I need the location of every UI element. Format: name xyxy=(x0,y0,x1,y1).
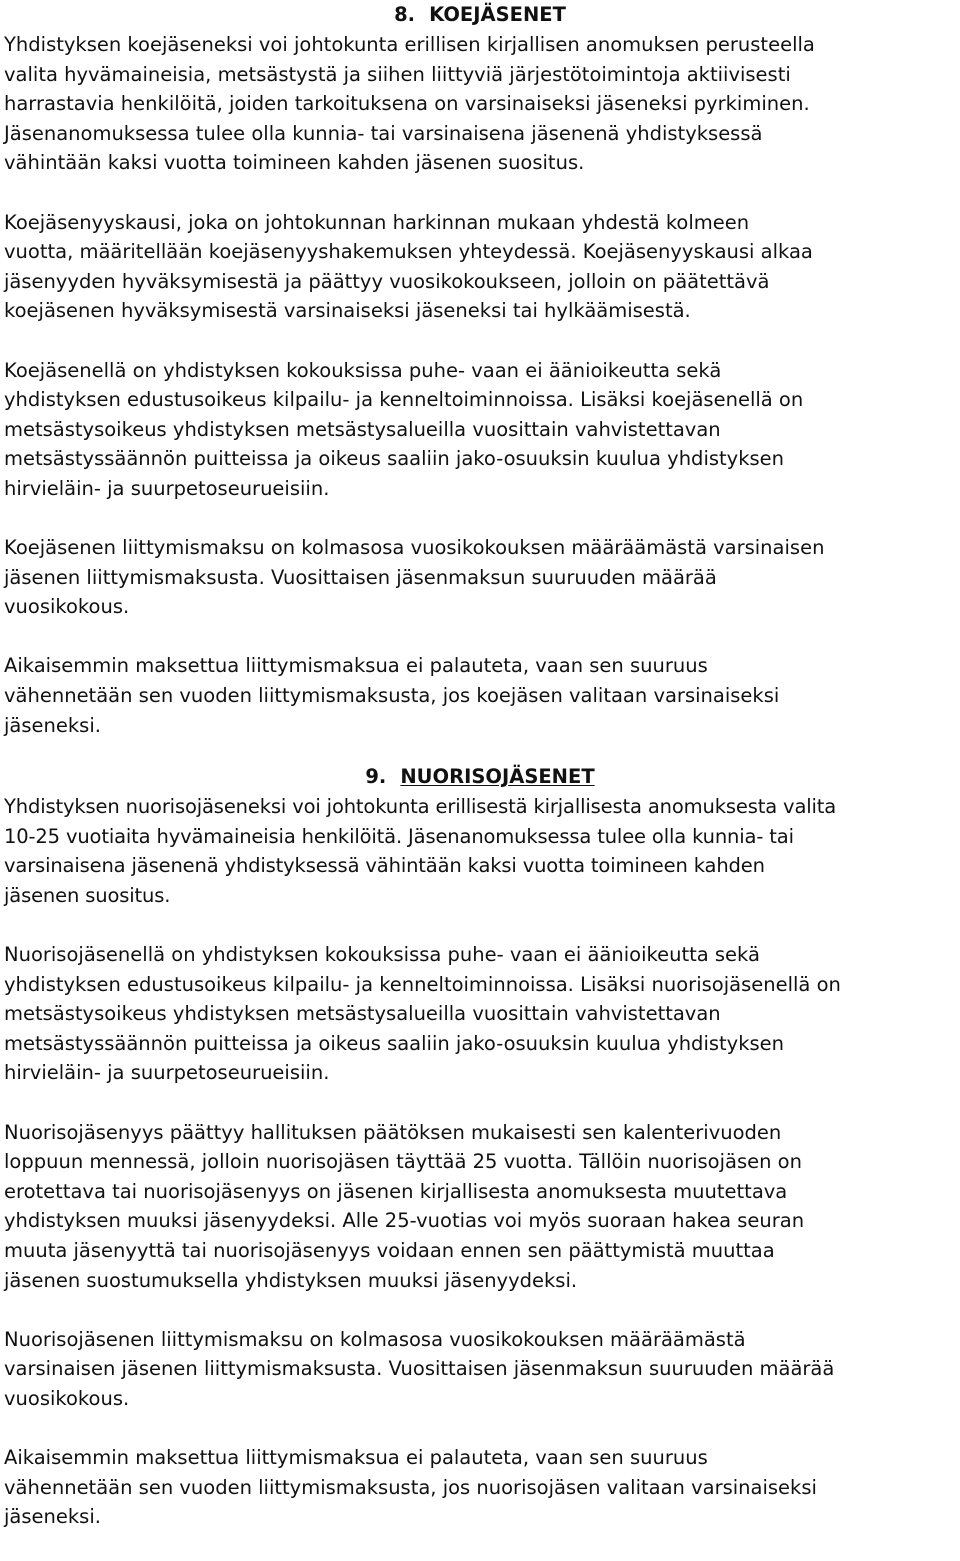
section-koejasenet xyxy=(4,0,956,770)
text-line: vuotta, määritellään koejäsenyyshakemuksen yhteydessä. Koejäsenyyskausi alkaa xyxy=(4,240,813,264)
paragraph xyxy=(4,651,956,740)
text-line: Yhdistyksen koejäseneksi voi johtokunta erillisen kirjallisen anomuksen perusteella xyxy=(4,33,815,56)
text-line: hirvieläin- ja suurpetoseurueisiin. xyxy=(4,476,330,500)
paragraph xyxy=(4,356,956,504)
text-line: vähennetään sen vuoden liittymismaksusta, jos koejäsen valitaan varsinaiseksi xyxy=(4,684,780,708)
text-line: jäseneksi. xyxy=(4,713,101,737)
paragraph xyxy=(4,1325,956,1414)
text-line: yhdistyksen edustusoikeus kilpailu- ja kenneltoiminnoissa. Lisäksi koejäsenellä on xyxy=(4,388,804,412)
text-line: jäsenen liittymismaksusta. Vuosittaisen jäsenmaksun suuruuden määrää xyxy=(4,565,717,589)
text-line: metsästyssäännön puitteissa ja oikeus saaliin jako-osuuksin kuulua yhdistyksen xyxy=(4,447,785,471)
text-line: loppuun mennessä, jolloin nuorisojäsen täyttää 25 vuotta. Tällöin nuorisojäsen on xyxy=(4,1150,802,1174)
text-line: Nuorisojäsenellä on yhdistyksen kokouksissa puhe- vaan ei äänioikeutta sekä xyxy=(4,942,760,966)
section-title: KOEJÄSENET xyxy=(429,3,566,26)
text-line: koejäsenen hyväksymisestä varsinaiseksi jäseneksi tai hylkäämisestä. xyxy=(4,299,691,323)
paragraph xyxy=(4,940,956,1088)
text-line: vuosikokous. xyxy=(4,1386,130,1410)
section-number: 8. xyxy=(394,3,416,26)
text-line: Koejäsenen liittymismaksu on kolmasosa vuosikokouksen määräämästä varsinaisen xyxy=(4,536,825,560)
text-line: Nuorisojäsenen liittymismaksu on kolmasosa vuosikokouksen määräämästä xyxy=(4,1327,746,1351)
section-nuorisojasenet xyxy=(4,762,956,1561)
text-line: jäseneksi. xyxy=(4,1505,101,1529)
paragraph xyxy=(4,30,956,178)
text-line: metsästyssäännön puitteissa ja oikeus saaliin jako-osuuksin kuulua yhdistyksen xyxy=(4,1031,785,1055)
text-line: Aikaisemmin maksettua liittymismaksua ei palauteta, vaan sen suuruus xyxy=(4,1446,708,1470)
text-line: varsinaisen jäsenen liittymismaksusta. Vuosittaisen jäsenmaksun suuruuden määrää xyxy=(4,1357,835,1381)
text-line: vuosikokous. xyxy=(4,595,130,619)
section-heading xyxy=(4,762,956,792)
text-line: vähintään kaksi vuotta toimineen kahden jäsenen suositus. xyxy=(4,151,585,175)
text-line: erotettava tai nuorisojäsenyys on jäsenen kirjallisesta anomuksesta muutettava xyxy=(4,1179,788,1203)
paragraph xyxy=(4,1118,956,1296)
text-line: Yhdistyksen nuorisojäseneksi voi johtokunta erillisestä kirjallisesta anomuksesta valita xyxy=(4,795,837,818)
text-line: metsästysoikeus yhdistyksen metsästysalueilla vuosittain vahvistettavan xyxy=(4,417,721,441)
text-line: jäsenyyden hyväksymisestä ja päättyy vuosikokoukseen, jolloin on päätettävä xyxy=(4,269,770,293)
text-line: muuta jäsenyyttä tai nuorisojäsenyys voidaan ennen sen päättymistä muuttaa xyxy=(4,1238,775,1262)
text-line: Koejäsenyyskausi, joka on johtokunnan harkinnan mukaan yhdestä kolmeen xyxy=(4,210,750,234)
text-line: Jäsenanomuksessa tulee olla kunnia- tai varsinaisena jäsenenä yhdistyksessä xyxy=(4,121,763,145)
text-line: yhdistyksen muuksi jäsenyydeksi. Alle 25-vuotias voi myös suoraan hakea seuran xyxy=(4,1209,805,1233)
text-line: valita hyvämaineisia, metsästystä ja siihen liittyviä järjestötoimintoja aktiivisesti xyxy=(4,62,791,86)
section-title: NUORISOJÄSENET xyxy=(400,765,595,788)
text-line: jäsenen suositus. xyxy=(4,883,171,907)
text-line: harrastavia henkilöitä, joiden tarkoituksena on varsinaiseksi jäseneksi pyrkiminen. xyxy=(4,92,810,116)
text-line: metsästysoikeus yhdistyksen metsästysalueilla vuosittain vahvistettavan xyxy=(4,1002,721,1026)
text-line: 10-25 vuotiaita hyvämaineisia henkilöitä. Jäsenanomuksessa tulee olla kunnia- tai xyxy=(4,824,794,848)
text-line: Koejäsenellä on yhdistyksen kokouksissa puhe- vaan ei äänioikeutta sekä xyxy=(4,358,722,382)
section-heading xyxy=(4,0,956,30)
text-line: Aikaisemmin maksettua liittymismaksua ei palauteta, vaan sen suuruus xyxy=(4,654,708,678)
section-number: 9. xyxy=(365,765,387,788)
text-line: yhdistyksen edustusoikeus kilpailu- ja kenneltoiminnoissa. Lisäksi nuorisojäsenellä on xyxy=(4,972,841,996)
paragraph xyxy=(4,792,956,910)
paragraph xyxy=(4,1443,956,1532)
text-line: jäsenen suostumuksella yhdistyksen muuksi jäsenyydeksi. xyxy=(4,1268,578,1292)
text-line: varsinaisena jäsenenä yhdistyksessä vähintään kaksi vuotta toimineen kahden xyxy=(4,854,765,878)
text-line: vähennetään sen vuoden liittymismaksusta, jos nuorisojäsen valitaan varsinaiseksi xyxy=(4,1475,817,1499)
paragraph xyxy=(4,208,956,326)
text-line: Nuorisojäsenyys päättyy hallituksen päätöksen mukaisesti sen kalenterivuoden xyxy=(4,1120,782,1144)
text-line: hirvieläin- ja suurpetoseurueisiin. xyxy=(4,1061,330,1085)
paragraph xyxy=(4,533,956,622)
